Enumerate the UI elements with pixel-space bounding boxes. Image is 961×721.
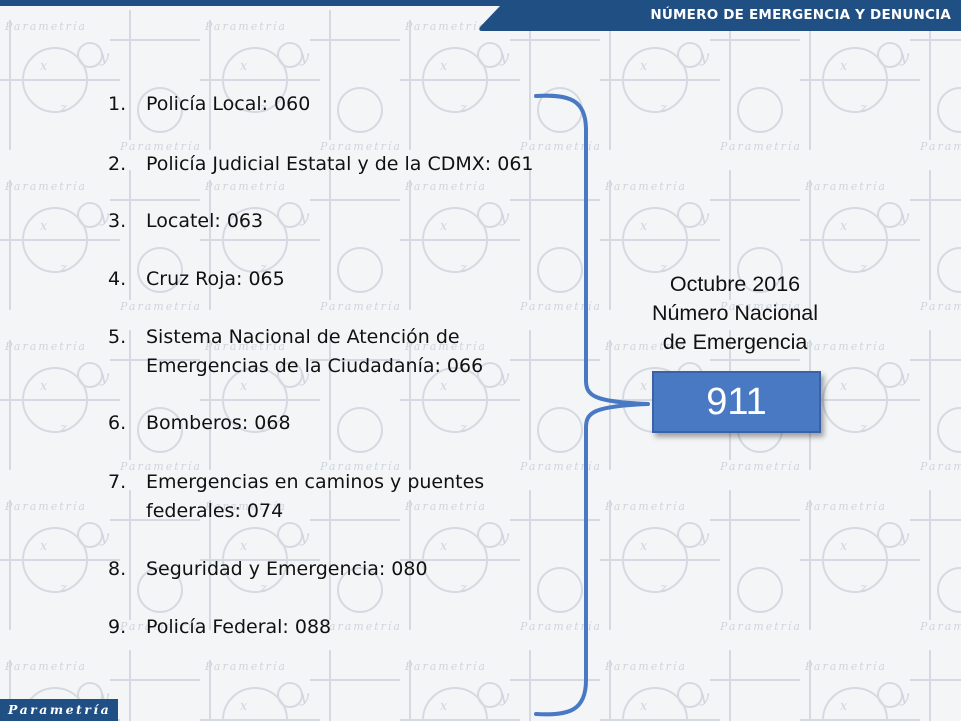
list-item-number: 9. <box>108 616 127 638</box>
list-item-number: 1. <box>108 93 127 115</box>
list-item-line: Policía Federal: 088 <box>146 616 332 638</box>
callout-heading <box>620 270 850 357</box>
callout-line: Número Nacional <box>651 301 819 325</box>
list-item-line: Locatel: 063 <box>146 210 264 232</box>
list-item-line: Seguridad y Emergencia: 080 <box>146 558 428 580</box>
list-item-line: federales: 074 <box>146 500 284 522</box>
list-item-line: Cruz Roja: 065 <box>146 268 285 290</box>
list-item-text <box>146 468 568 526</box>
list-item-line: Policía Judicial Estatal y de la CDMX: 061 <box>146 153 534 175</box>
list-item-number: 5. <box>108 326 127 348</box>
callout-line: Octubre 2016 <box>669 272 801 296</box>
list-item-text <box>146 409 568 438</box>
list-item-number: 6. <box>108 412 127 434</box>
list-item-line: Policía Local: 060 <box>146 93 311 115</box>
list-item-line: Emergencias en caminos y puentes <box>146 471 485 493</box>
list-item-text <box>146 207 568 236</box>
list-item-text <box>146 613 568 642</box>
list-item-number: 8. <box>108 558 127 580</box>
page-title: NÚMERO DE EMERGENCIA Y DENUNCIA <box>650 7 951 23</box>
list-item-text <box>146 265 568 294</box>
list-item-number: 4. <box>108 268 127 290</box>
list-item-number: 3. <box>108 210 127 232</box>
list-item-line: Emergencias de la Ciudadanía: 066 <box>146 355 484 377</box>
list-item-line: Sistema Nacional de Atención de <box>146 326 460 348</box>
list-item-number: 7. <box>108 471 127 493</box>
emergency-number-box: 911 <box>652 371 821 433</box>
list-item-line: Bomberos: 068 <box>146 412 291 434</box>
list-item-text <box>146 323 568 381</box>
list-item-number: 2. <box>108 153 127 175</box>
brand-logo: Parametría <box>0 699 118 721</box>
list-item-text <box>146 90 568 119</box>
list-item-text <box>146 150 568 179</box>
curly-brace <box>530 90 650 720</box>
list-item-text <box>146 555 568 584</box>
callout-line: de Emergencia <box>662 330 808 354</box>
